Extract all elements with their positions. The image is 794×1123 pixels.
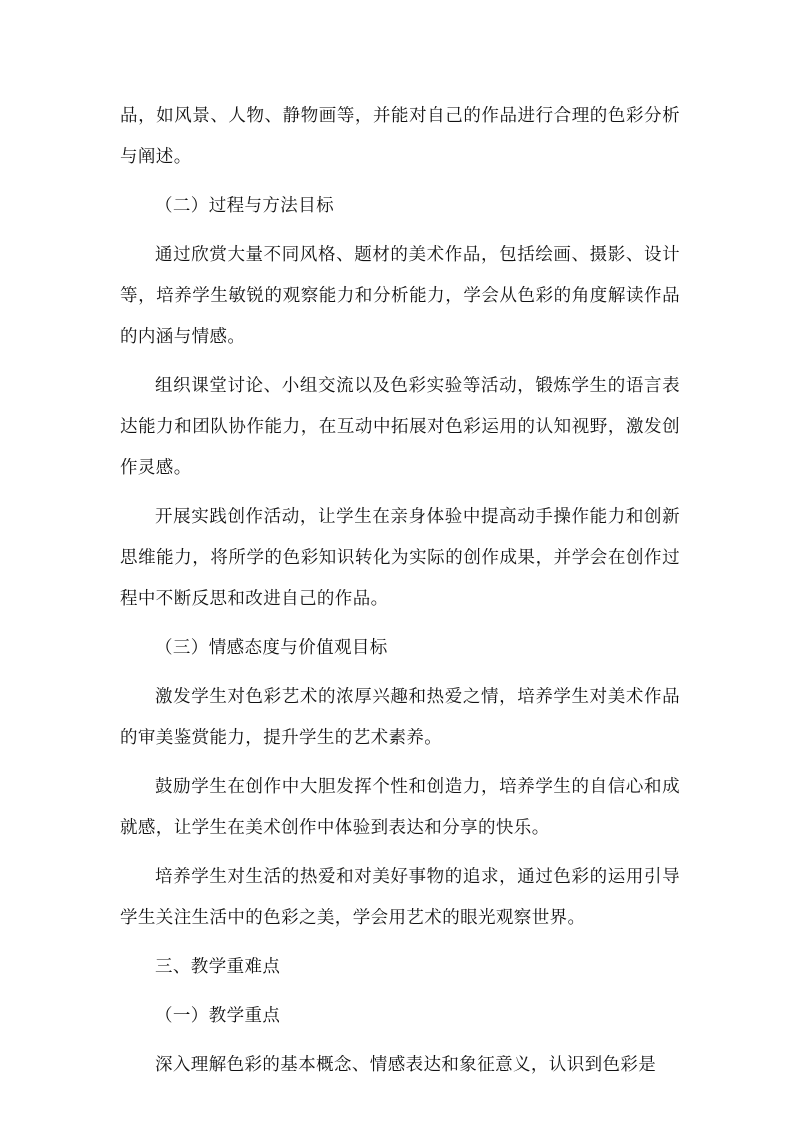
body-paragraph-7: 培养学生对生活的热爱和对美好事物的追求，通过色彩的运用引导学生关注生活中的色彩之美，学会用艺术的眼光观察世界。	[120, 867, 680, 928]
body-paragraph-4: 开展实践创作活动，让学生在亲身体验中提高动手操作能力和创新思维能力，将所学的色彩知识转化为实际的创作成果，并学会在创作过程中不断反思和改进自己的作品。	[120, 507, 680, 609]
subheading-process-methods: （二）过程与方法目标	[155, 196, 334, 216]
body-paragraph-1: 品，如风景、人物、静物画等，并能对自己的作品进行合理的色彩分析与阐述。	[120, 106, 680, 167]
subheading-emotion-values: （三）情感态度与价值观目标	[155, 638, 388, 658]
body-paragraph-6: 鼓励学生在创作中大胆发挥个性和创造力，培养学生的自信心和成就感，让学生在美术创作中体验到表达和分享的快乐。	[120, 777, 680, 838]
body-paragraph-2: 通过欣赏大量不同风格、题材的美术作品，包括绘画、摄影、设计等，培养学生敏锐的观察能力和分析能力，学会从色彩的角度解读作品的内涵与情感。	[120, 245, 680, 347]
document-page	[120, 96, 680, 1094]
body-paragraph-8: 深入理解色彩的基本概念、情感表达和象征意义，认识到色彩是	[155, 1055, 657, 1075]
body-paragraph-5: 激发学生对色彩艺术的浓厚兴趣和热爱之情，培养学生对美术作品的审美鉴赏能力，提升学生的艺术素养。	[120, 687, 680, 748]
subheading-teaching-key-points: （一）教学重点	[155, 1006, 281, 1026]
section-heading-teaching-key-difficult-points: 三、教学重难点	[155, 957, 281, 977]
body-paragraph-3: 组织课堂讨论、小组交流以及色彩实验等活动，锻炼学生的语言表达能力和团队协作能力，在互动中拓展对色彩运用的认知视野，激发创作灵感。	[120, 376, 680, 478]
